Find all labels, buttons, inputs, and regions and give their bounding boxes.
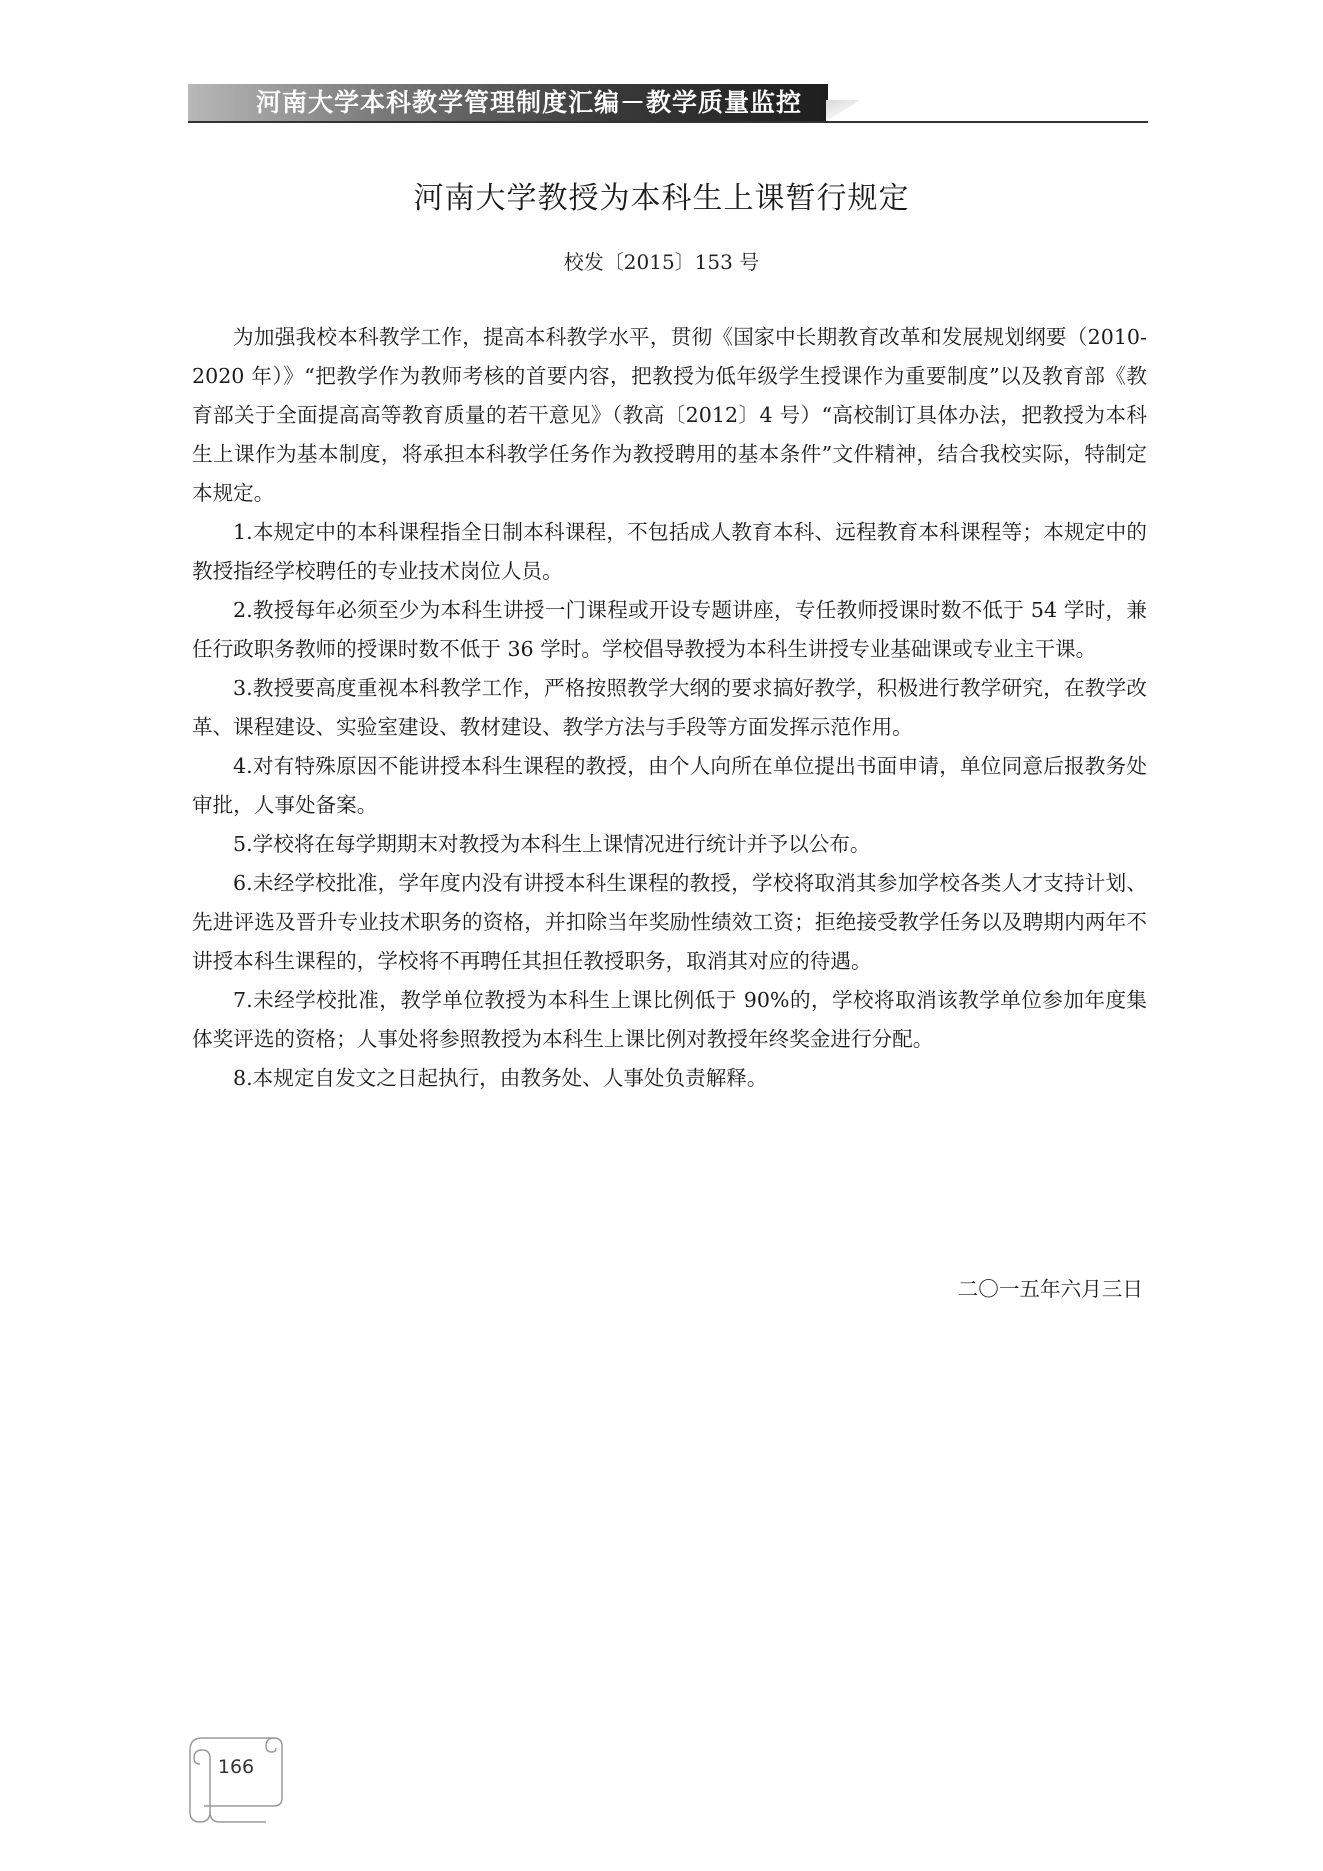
article-4: 4.对有特殊原因不能讲授本科生课程的教授，由个人向所在单位提出书面申请，单位同意后报教务处审批，人事处备案。 [192, 754, 1147, 817]
scroll-page-icon [170, 1728, 290, 1828]
article-5: 5.学校将在每学期期末对教授为本科生上课情况进行统计并予以公布。 [233, 832, 871, 856]
header-rule [188, 121, 1148, 123]
issue-date: 二〇一五年六月三日 [957, 1277, 1143, 1301]
article-2: 2.教授每年必须至少为本科生讲授一门课程或开设专题讲座，专任教师授课时数不低于 54 学时，兼任行政职务教师的授课时数不低于 36 学时。学校倡导教授为本科生讲授专业基础课或专业主干课。 [192, 598, 1147, 661]
article-6: 6.未经学校批准，学年度内没有讲授本科生课程的教授，学校将取消其参加学校各类人才支持计划、先进评选及晋升专业技术职务的资格，并扣除当年奖励性绩效工资；拒绝接受教学任务以及聘期内两年不讲授本科生课程的，学校将不再聘任其担任教授职务，取消其对应的待遇。 [192, 871, 1147, 973]
header-title: 河南大学本科教学管理制度汇编－教学质量监控 [256, 88, 803, 117]
article-7: 7.未经学校批准，教学单位教授为本科生上课比例低于 90%的，学校将取消该教学单位参加年度集体奖评选的资格；人事处将参照教授为本科生上课比例对教授年终奖金进行分配。 [192, 988, 1147, 1051]
document-body [192, 318, 1147, 1098]
document-number: 校发〔2015〕153 号 [563, 250, 760, 274]
header-tab-decoration [826, 100, 860, 122]
article-8: 8.本规定自发文之日起执行，由教务处、人事处负责解释。 [233, 1066, 768, 1090]
page-number: 166 [217, 1756, 255, 1778]
article-1: 1.本规定中的本科课程指全日制本科课程，不包括成人教育本科、远程教育本科课程等；本规定中的教授指经学校聘任的专业技术岗位人员。 [192, 520, 1147, 583]
article-3: 3.教授要高度重视本科教学工作，严格按照教学大纲的要求搞好教学，积极进行教学研究，在教学改革、课程建设、实验室建设、教材建设、教学方法与手段等方面发挥示范作用。 [192, 676, 1147, 739]
intro-paragraph: 为加强我校本科教学工作，提高本科教学水平，贯彻《国家中长期教育改革和发展规划纲要（2010-2020 年）》“把教学作为教师考核的首要内容，把教授为低年级学生授课作为重要制度”以及教育部《教育部关于全面提高高等教育质量的若干意见》（教高〔2012〕4 号）“高校制订具体办法，把教授为本科生上课作为基本制度，将承担本科教学任务作为教授聘用的基本条件”文件精神，结合我校实际，特制定本规定。 [192, 325, 1147, 505]
document-title: 河南大学教授为本科生上课暂行规定 [413, 181, 910, 216]
